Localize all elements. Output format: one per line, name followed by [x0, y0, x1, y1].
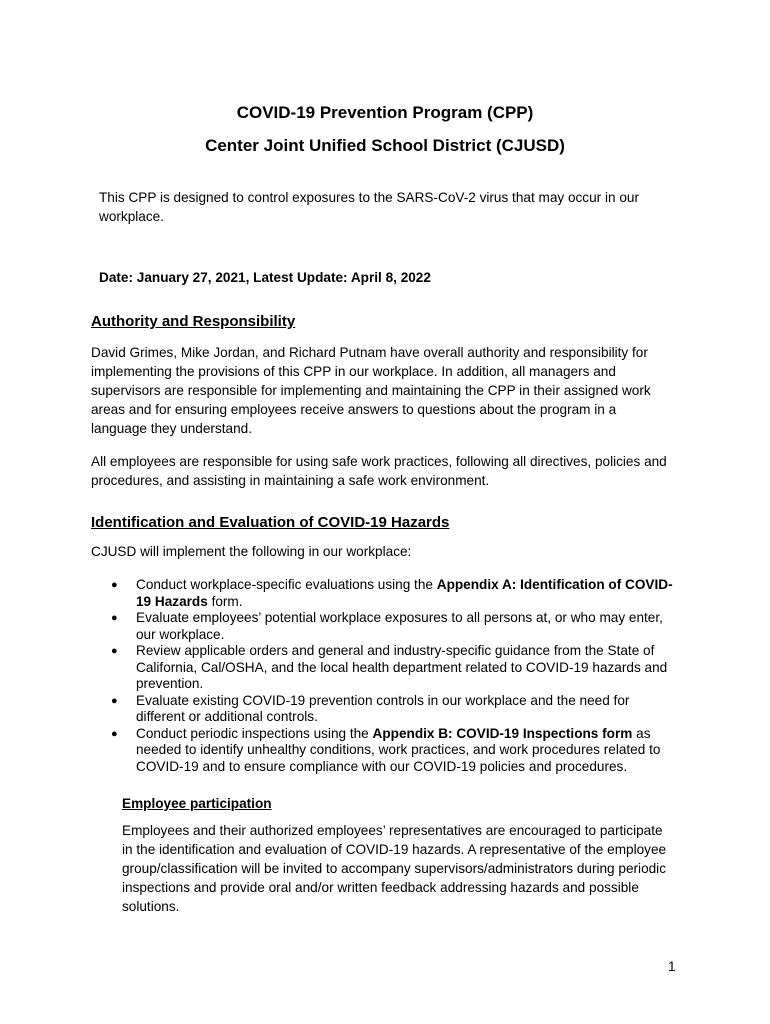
appendix-a-reference: Appendix A: Identification of COVID-19 Hazards [136, 577, 673, 609]
employee-participation-paragraph: Employees and their authorized employees’ representatives are encouraged to participate in the identification and evaluation of COVID-19 hazards. A representative of the employee group/classification will be invited to accompany supervisors/administrators during periodic inspections and provide oral and/or written feedback addressing hazards and possible solutions. [122, 823, 667, 914]
identification-intro: CJUSD will implement the following in our workplace: [91, 544, 412, 559]
bullet-text-before: Conduct periodic inspections using the [136, 725, 373, 741]
list-item [110, 726, 680, 776]
appendix-b-reference: Appendix B: COVID-19 Inspections form [372, 725, 633, 741]
bullet-text-after: as needed to identify unhealthy conditions, work practices, and work procedures related to COVID-19 and to ensure compliance with our COVID-19 policies and procedures. [136, 725, 661, 774]
list-item [110, 693, 680, 726]
bullet-text: Evaluate existing COVID-19 prevention controls in our workplace and the need for different or additional controls. [136, 692, 630, 724]
list-item [110, 577, 680, 610]
authority-paragraph-1: David Grimes, Mike Jordan, and Richard Putnam have overall authority and responsibility for implementing the provisions of this CPP in our workplace. In addition, all managers and supervisors are responsible for implementing and maintaining the CPP in their assigned work areas and for ensuring employees receive answers to questions about the program in a language they understand. [91, 345, 651, 436]
bullet-icon: ● [111, 645, 118, 657]
bullet-text-before: Conduct workplace-specific evaluations using the [136, 577, 437, 592]
bullet-icon: ● [111, 579, 118, 591]
bullet-text: Review applicable orders and general and industry-specific guidance from the State of California, Cal/OSHA, and the local health department related to COVID-19 hazards and prevention. [136, 643, 668, 691]
section-heading-authority: Authority and Responsibility [91, 313, 296, 330]
list-item [110, 610, 680, 643]
date-line: Date: January 27, 2021, Latest Update: April 8, 2022 [99, 270, 431, 285]
bullet-icon: ● [111, 727, 118, 740]
identification-bullet-list [110, 577, 680, 775]
bullet-text-after: form. [207, 593, 243, 609]
section-heading-identification: Identification and Evaluation of COVID-19 Hazards [91, 514, 450, 531]
intro-paragraph: This CPP is designed to control exposures to the SARS-CoV-2 virus that may occur in our workplace. [99, 190, 639, 224]
document-title: COVID-19 Prevention Program (CPP) [236, 103, 534, 122]
page-number: 1 [668, 959, 676, 974]
bullet-text: Evaluate employees’ potential workplace exposures to all persons at, or who may enter, our workplace. [136, 610, 663, 642]
subsection-heading-employee-participation: Employee participation [122, 796, 272, 811]
list-item [110, 643, 680, 693]
bullet-icon: ● [111, 612, 118, 624]
bullet-icon: ● [111, 694, 118, 707]
document-subtitle: Center Joint Unified School District (CJUSD) [205, 136, 565, 155]
authority-paragraph-2: All employees are responsible for using safe work practices, following all directives, policies and procedures, and assisting in maintaining a safe work environment. [91, 454, 667, 488]
